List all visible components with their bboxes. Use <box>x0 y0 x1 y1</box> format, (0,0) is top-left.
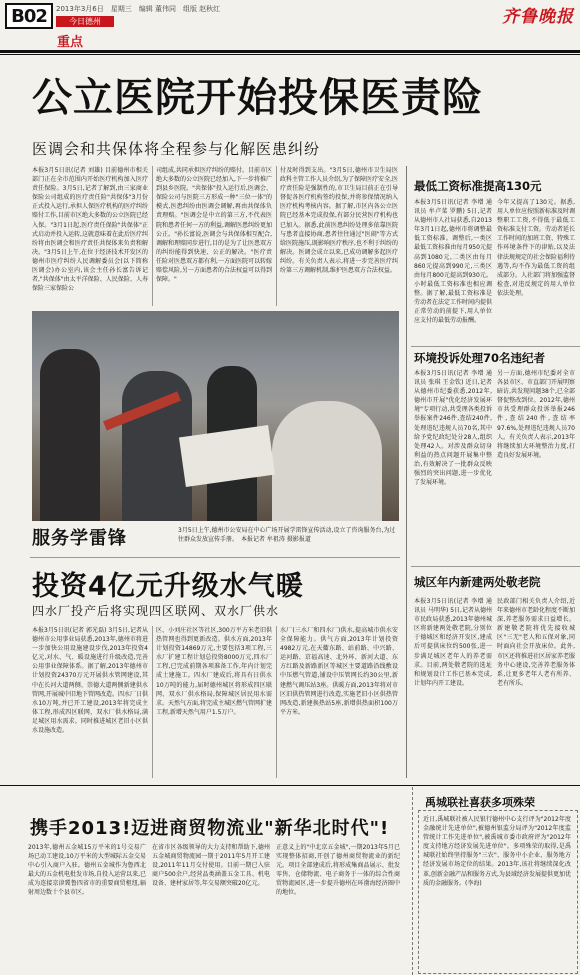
header-rule <box>0 50 580 53</box>
column-divider <box>152 626 153 778</box>
story2-subhead: 四水厂投产后将实现四区联网、双水厂供水 <box>32 604 280 618</box>
lead-column-1: 本报3月5日讯(记者 刘雄) 目前德州市相关部门正在全市范围内开始医疗机构加入医疗责任保险。3月5日,记者了解到,由三家商业保险公司组成的医疗责任险"共保体"3月份正式投入运行,承担人保医疗机构的医疗纠纷赔付工作,目前市区绝大多数的公立医院已经入保。"3月1日起,医疗责任保险"共保体"正式启动并投入运转,这就意味着在此后医疗纠纷将由医调会和医疗责任共保体来负责和解决。"3月5日上午,在位于经济技术开发区的德州市医疗纠纷人民调解委员会(以下简称医调会)办公室内,该会主任孙长富告诉记者,"共保体"由太平洋保险、人民保险、人寿保险三家保险公 <box>32 167 148 293</box>
advertorial-headline: 携手2013!迈进商贸物流业"新华北时代"! <box>30 818 390 839</box>
lead-subhead: 医调会和共保体将全程参与化解医患纠纷 <box>32 140 321 158</box>
page-meta: 2013年3月6日 星期三 编辑 董伟同 组版 赵秋红 <box>56 5 221 13</box>
page-number: B02 <box>5 3 53 29</box>
column-divider <box>152 166 153 306</box>
side-story2-column-1: 本报3月5日讯(记者 李增 通讯员 张琪 王金钦) 近日,记者从德州市纪委获悉,2012年,德州市开展"优化经济发展环境"专项行动,共受理各类投诉举报案件246件,查结240件,处理违纪违规人员70名,其中给予党纪政纪处分28人,组织处理42人。对涉及群众切身利益的热点问题开展集中整治,有效解决了一批群众反映强烈的突出问题,进一步优化了发展环境。 <box>414 370 492 487</box>
story2-column-1: 本报3月5日讯(记者 郭光磊) 3月5日,记者从德州市公用事业局获悉,2013年,德州市将进一步加快公用设施建设步伐,2013年投资4亿元,对水、气、暖设施进行升级改造,完善公用事业保障体系。据了解,2013年德州市计划投资24370万元开展供水管网建设,其中在长河大道两侧、崇德大道两侧新建供水管网,开展城中旧地下管网改造。四水厂日供水10万吨,并已开工建设,2013年将完成主体工程,形成四区联网、双水厂供水格局,满足城区用水需求。同时推进城区老旧小区供水设施改造。 <box>32 627 148 735</box>
side-story1-title: 最低工资标准提高130元 <box>414 179 542 193</box>
column-divider <box>276 166 277 306</box>
lead-headline: 公立医院开始投保医责险 <box>32 75 483 121</box>
divider <box>411 346 580 347</box>
ad-body: 近日,禹城联社被人民银行德州中心支行评为"2012年度金融统计先进单位",被德州银监分局评为"2012年度监管统计工作先进单位",被禹城市委市政府评为"2012年度支持地方经济发展先进单位"。多项殊荣的取得,是禹城联社始终坚持服务"三农"、服务中小企业、服务地方经济发展市场定位的结果。2013年,该社将继续深化改革,创新金融产品和服务方式,为县域经济发展提供更加优质的金融服务。(李海) <box>423 816 571 887</box>
lead-column-3: 付及时得到支出。"3月5日,德州市卫生局医政科主管工作人员介绍,为了保障医疗安全,医疗责任险是强制性的,市卫生局目前正在引导督促各医疗机构签约投保,并将参保情况纳入医疗机构考核内容。据了解,市区内各公立医院已经基本完成投保,有部分民营医疗机构也已加入。据悉,此前医患纠纷处理多依靠医院与患者直接协商,患者往往通过"医闹"等方式给医院施压,既影响医疗秩序,也不利于纠纷的解决。医调会成立以来,已成功调解多起医疗纠纷。有关负责人表示,将进一步完善医疗纠纷第三方调解机制,维护医患双方合法权益。 <box>280 167 398 275</box>
photo-caption: 3月5日上午,德州市公安局在中心广场开展学雷锋宣传活动,设立了咨询服务台,为过往群众发放宣传手册。 本报记者 牟祖涛 摄影报道 <box>178 527 396 543</box>
story2-column-3: 水厂(三水厂和四水厂)供水,提高城市供水安全保障能力。供气方面,2013年计划投资4982万元,在天衢东路、站前路、中兴路、运河路、京福高速、北外环、新河大道、东方红路及新路新区等城区主要道路沿线敷设中压燃气管道,铺设中压管网长约30公里,新建燃气调压站3座。供暖方面,2013年将对市区旧供热管网进行改造,实施老旧小区供热管网改造,新建换热站5座,新增供热面积100万平方米。 <box>280 627 398 716</box>
header-rule-thin <box>0 54 580 55</box>
ad-title: 禹城联社喜获多项殊荣 <box>425 796 535 809</box>
feature-banner: 服务学雷锋 <box>32 528 127 549</box>
newspaper-logo: 齐鲁晚报 <box>502 7 574 27</box>
lead-column-2: 司组成,共同承担医疗纠纷的赔付。目前市区绝大多数的公立医院已经加入,下一步将推广到县乡医院。"共保体"投入运行后,医调会、保险公司与医院三方形成一种"三位一体"的模式,医患纠纷由医调会调解,再由共保体负责理赔。"医调会是中立的第三方,不代表医院和患者任何一方的利益,调解医患纠纷更加公正。"孙长富说,医调会与共保体相互配合,调解和理赔同步进行,目的是为了让医患双方的纠纷能得到快速、公正的解决。"医疗责任险对医患双方都有利,一方面医院可以转嫁赔偿风险,另一方面患者的合法权益可以得到保障。" <box>156 167 272 284</box>
advertorial-column-1: 2013年,德州五金城15万平米的1号交易广场已动工建设,10万平米的大型城际五金交易中心引入商户入驻。德州五金城作为鲁西北最大的五金机电批发市场,自投入运营以来,已成为连接京津冀鲁四省市的重要商贸枢纽,辐射周边数十个县市区。 <box>28 844 146 897</box>
news-photo <box>32 311 399 521</box>
section-banner: 今日德州 <box>56 16 114 27</box>
side-story1-column-2: 今年又提高了130元。据悉,用人单位应按照新标准及时调整职工工资,不得低于最低工资标准支付工资。劳动者延长工作时间的加班工资、特殊工作环境条件下的津贴,以及法律法规规定的社会保险福利待遇等,均不作为最低工资的组成部分。人社部门将加强监督检查,对违反规定的用人单位依法处理。 <box>497 199 575 297</box>
side-story3-column-1: 本报3月5日讯(记者 李增 通讯员 马明华) 5日,记者从德州市民政局获悉,2013年德州城区将新建两处敬老院,分别位于德城区和经济开发区,建成后可提供床位约500张,进一步满足城区老年人的养老需求。目前,两处敬老院的选址和规划设计工作已基本完成,计划年内开工建设。 <box>414 598 492 687</box>
side-story1-column-1: 本报3月5日讯(记者 李增 通讯员 牟卢菜 罗鹏) 5日,记者从德州市人社局获悉,自2013年3月1日起,德州市将调整最低工资标准。调整后,一类区最低工资标准由每月950元提高到1080元,二类区由每月860元提高到990元,三类区由每月800元提高到930元。小时最低工资标准也相应调整。据了解,最低工资标准是劳动者在法定工作时间内提供正常劳动的前提下,用人单位应支付的最低劳动报酬。 <box>414 199 492 325</box>
divider <box>30 557 400 558</box>
divider <box>411 566 580 567</box>
story2-column-2: 区、小刘庄社区等社区,300万平方米老旧供热管网也得到更新改造。供水方面,2013年计划投资14869万元,主要包括3项工程,三水厂扩建工程计划总投资8000万元,四水厂工程,已完成前期各项准备工作,年内计划完成土建施工。四水厂建成后,将具有日供水10万吨的能力,届时德州城区将形成四区联网、双水厂供水格局,保障城区居民用水需求。天然气方面,将完成主城区燃气管网扩建工程,新增天然气用户1.5万户。 <box>156 627 272 716</box>
side-story2-column-2: 另一方面,德州市纪委对全市各县市区、市直部门开展明察暗访,共发现问题38个,已全部督促整改到位。2012年,德州市共受理群众投诉举报246件,查结240件,查结率97.6%,处理违纪违规人员70人。有关负责人表示,2013年将继续加大环境整治力度,打造良好发展环境。 <box>497 370 575 459</box>
advertorial-column-3: 正意义上的"中北京五金城",一期2013年5月已实现整体招商,开创了德州商贸物流业的新纪元。项目全部建成后,将形成集商品展示、批发零售、仓储物流、电子商务于一体的综合性商贸物流园区,进一步提升德州在环渤海经济圈中的地位。 <box>276 844 400 897</box>
column-divider <box>276 626 277 778</box>
sidebar-divider <box>406 166 407 778</box>
section-rule <box>0 785 580 786</box>
side-story3-title: 城区年内新建两处敬老院 <box>414 575 541 589</box>
side-story2-title: 环境投诉处理70名违纪者 <box>414 351 546 365</box>
story2-headline: 投资4亿元升级水气暖 <box>32 571 304 602</box>
side-story3-column-2: 民政部门相关负责人介绍,近年来德州市老龄化程度不断加深,养老服务需求日益增长。新建敬老院将优先接收城区"三无"老人和五保对象,同时面向社会开放床位。此外,市区还将推进社区居家养老服务中心建设,完善养老服务体系,让更多老年人老有所养、老有所乐。 <box>497 598 575 687</box>
advertorial-column-2: 在省市区各级领导的大力支持和帮助下,德州五金城商贸物流园一期于2011年5月开工建设,2011年11月交付使用。目前一期已入驻商户500余户,经营品类涵盖五金工具、机电设备、建材家居等,年交易额突破20亿元。 <box>152 844 270 888</box>
section-label: 重点 <box>57 35 84 50</box>
